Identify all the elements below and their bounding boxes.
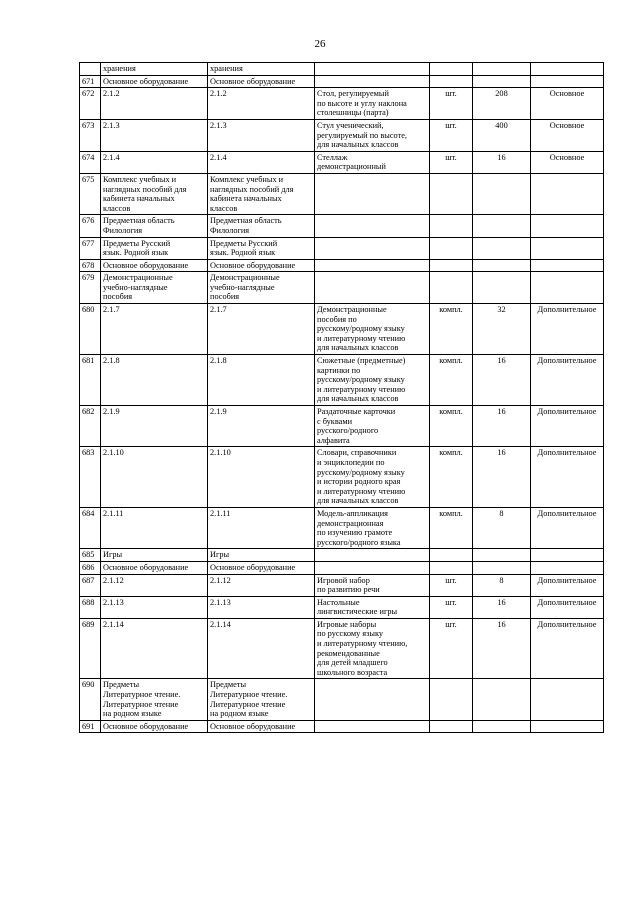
code-cell: 2.1.11: [101, 507, 208, 548]
row-number-cell: 673: [80, 119, 101, 151]
item-name-cell: Игровой набор по развитию речи: [315, 574, 430, 596]
equipment-type-cell: [531, 173, 604, 214]
code-cell-2: 2.1.13: [208, 596, 315, 618]
equipment-type-cell: [531, 720, 604, 733]
quantity-cell: 32: [473, 304, 531, 355]
code-cell: 2.1.2: [101, 88, 208, 120]
table-row: [80, 215, 604, 237]
equipment-type-cell: Дополнительное: [531, 596, 604, 618]
row-number-cell: 691: [80, 720, 101, 733]
equipment-type-cell: [531, 561, 604, 574]
row-number-cell: 687: [80, 574, 101, 596]
unit-cell: компл.: [430, 304, 473, 355]
quantity-cell: 16: [473, 596, 531, 618]
code-cell-2: Основное оборудование: [208, 720, 315, 733]
table-row: [80, 561, 604, 574]
item-name-cell: Модель-аппликация демонстрационная по изучению грамоте русского/родного языка: [315, 507, 430, 548]
equipment-type-cell: [531, 259, 604, 272]
equipment-type-cell: Дополнительное: [531, 304, 604, 355]
quantity-cell: [473, 173, 531, 214]
code-cell-2: 2.1.9: [208, 406, 315, 447]
code-cell-2: Предметы Литературное чтение. Литературное чтение на родном языке: [208, 679, 315, 720]
equipment-type-cell: Дополнительное: [531, 447, 604, 508]
table-row: [80, 574, 604, 596]
unit-cell: [430, 237, 473, 259]
equipment-type-cell: Дополнительное: [531, 507, 604, 548]
code-cell: 2.1.4: [101, 151, 208, 173]
equipment-type-cell: [531, 679, 604, 720]
code-cell-2: Предметы Русский язык. Родной язык: [208, 237, 315, 259]
item-name-cell: [315, 259, 430, 272]
equipment-type-cell: Дополнительное: [531, 618, 604, 679]
row-number-cell: 688: [80, 596, 101, 618]
row-number-cell: 675: [80, 173, 101, 214]
table-row: [80, 549, 604, 562]
quantity-cell: 16: [473, 355, 531, 406]
code-cell: Основное оборудование: [101, 720, 208, 733]
row-number-cell: 685: [80, 549, 101, 562]
equipment-type-cell: Дополнительное: [531, 574, 604, 596]
quantity-cell: [473, 679, 531, 720]
row-number-cell: 681: [80, 355, 101, 406]
quantity-cell: [473, 561, 531, 574]
code-cell-2: 2.1.8: [208, 355, 315, 406]
item-name-cell: [315, 173, 430, 214]
item-name-cell: Стеллаж демонстрационный: [315, 151, 430, 173]
quantity-cell: [473, 272, 531, 304]
row-number-cell: 680: [80, 304, 101, 355]
item-name-cell: [315, 720, 430, 733]
table-row: [80, 304, 604, 355]
item-name-cell: [315, 272, 430, 304]
quantity-cell: 16: [473, 618, 531, 679]
quantity-cell: [473, 259, 531, 272]
table-row: [80, 259, 604, 272]
code-cell: 2.1.12: [101, 574, 208, 596]
unit-cell: шт.: [430, 151, 473, 173]
code-cell: Основное оборудование: [101, 75, 208, 88]
code-cell: Игры: [101, 549, 208, 562]
unit-cell: [430, 75, 473, 88]
code-cell: Предметы Литературное чтение. Литературное чтение на родном языке: [101, 679, 208, 720]
table-row: [80, 447, 604, 508]
code-cell: 2.1.14: [101, 618, 208, 679]
item-name-cell: [315, 75, 430, 88]
equipment-type-cell: [531, 272, 604, 304]
unit-cell: [430, 173, 473, 214]
row-number-cell: 684: [80, 507, 101, 548]
item-name-cell: Стол, регулируемый по высоте и углу наклона столешницы (парта): [315, 88, 430, 120]
table-row: [80, 720, 604, 733]
quantity-cell: 8: [473, 574, 531, 596]
code-cell: Предметная область Филология: [101, 215, 208, 237]
code-cell: Предметы Русский язык. Родной язык: [101, 237, 208, 259]
quantity-cell: 16: [473, 447, 531, 508]
code-cell-2: 2.1.10: [208, 447, 315, 508]
item-name-cell: Раздаточные карточки с буквами русского/родного алфавита: [315, 406, 430, 447]
code-cell: 2.1.8: [101, 355, 208, 406]
item-name-cell: [315, 561, 430, 574]
code-cell-2: 2.1.7: [208, 304, 315, 355]
table-row: [80, 88, 604, 120]
code-cell: 2.1.3: [101, 119, 208, 151]
code-cell: Основное оборудование: [101, 561, 208, 574]
page-number: 26: [314, 38, 326, 50]
row-number-cell: 677: [80, 237, 101, 259]
code-cell: Демонстрационные учебно-наглядные пособия: [101, 272, 208, 304]
code-cell-2: Комплекс учебных и наглядных пособий для кабинета начальных классов: [208, 173, 315, 214]
unit-cell: [430, 63, 473, 76]
row-number-cell: 683: [80, 447, 101, 508]
unit-cell: [430, 259, 473, 272]
quantity-cell: 400: [473, 119, 531, 151]
row-number-cell: 674: [80, 151, 101, 173]
quantity-cell: [473, 549, 531, 562]
unit-cell: [430, 215, 473, 237]
unit-cell: шт.: [430, 574, 473, 596]
equipment-type-cell: [531, 549, 604, 562]
row-number-cell: 690: [80, 679, 101, 720]
unit-cell: компл.: [430, 447, 473, 508]
unit-cell: шт.: [430, 618, 473, 679]
code-cell-2: Основное оборудование: [208, 561, 315, 574]
code-cell-2: 2.1.3: [208, 119, 315, 151]
table-row: [80, 507, 604, 548]
unit-cell: [430, 679, 473, 720]
row-number-cell: 682: [80, 406, 101, 447]
item-name-cell: [315, 549, 430, 562]
equipment-type-cell: Основное: [531, 88, 604, 120]
table-row: [80, 679, 604, 720]
table-row: [80, 119, 604, 151]
item-name-cell: Стул ученический, регулируемый по высоте, для начальных классов: [315, 119, 430, 151]
code-cell-2: 2.1.4: [208, 151, 315, 173]
code-cell-2: Основное оборудование: [208, 259, 315, 272]
equipment-type-cell: [531, 215, 604, 237]
table-row: [80, 618, 604, 679]
quantity-cell: 208: [473, 88, 531, 120]
row-number-cell: [80, 63, 101, 76]
row-number-cell: 689: [80, 618, 101, 679]
unit-cell: шт.: [430, 119, 473, 151]
code-cell: Основное оборудование: [101, 259, 208, 272]
row-number-cell: 676: [80, 215, 101, 237]
item-name-cell: Настольные лингвистические игры: [315, 596, 430, 618]
quantity-cell: [473, 63, 531, 76]
quantity-cell: [473, 720, 531, 733]
table-row: [80, 596, 604, 618]
item-name-cell: Игровые наборы по русскому языку и литературному чтению, рекомендованные для детей младшего школьного возраста: [315, 618, 430, 679]
quantity-cell: [473, 237, 531, 259]
equipment-type-cell: Основное: [531, 119, 604, 151]
quantity-cell: 16: [473, 151, 531, 173]
table-row: [80, 75, 604, 88]
table-row: [80, 355, 604, 406]
unit-cell: [430, 561, 473, 574]
item-name-cell: Словари, справочники и энциклопедии по русскому/родному языку и истории родного края и литературному чтению для начальных классов: [315, 447, 430, 508]
code-cell-2: Основное оборудование: [208, 75, 315, 88]
quantity-cell: 8: [473, 507, 531, 548]
unit-cell: шт.: [430, 88, 473, 120]
code-cell: Комплекс учебных и наглядных пособий для кабинета начальных классов: [101, 173, 208, 214]
item-name-cell: [315, 215, 430, 237]
quantity-cell: [473, 215, 531, 237]
row-number-cell: 686: [80, 561, 101, 574]
code-cell-2: Демонстрационные учебно-наглядные пособия: [208, 272, 315, 304]
equipment-type-cell: [531, 63, 604, 76]
unit-cell: [430, 272, 473, 304]
code-cell: 2.1.10: [101, 447, 208, 508]
unit-cell: шт.: [430, 596, 473, 618]
item-name-cell: [315, 679, 430, 720]
code-cell: 2.1.9: [101, 406, 208, 447]
table-row: [80, 272, 604, 304]
unit-cell: компл.: [430, 355, 473, 406]
code-cell-2: Игры: [208, 549, 315, 562]
quantity-cell: 16: [473, 406, 531, 447]
code-cell: 2.1.13: [101, 596, 208, 618]
row-number-cell: 671: [80, 75, 101, 88]
table-row: [80, 173, 604, 214]
equipment-type-cell: Дополнительное: [531, 406, 604, 447]
table-row: [80, 63, 604, 76]
row-number-cell: 678: [80, 259, 101, 272]
equipment-type-cell: Дополнительное: [531, 355, 604, 406]
equipment-table: [79, 62, 604, 733]
code-cell-2: Предметная область Филология: [208, 215, 315, 237]
table-body: [80, 63, 604, 733]
table-row: [80, 237, 604, 259]
code-cell-2: 2.1.2: [208, 88, 315, 120]
equipment-type-cell: Основное: [531, 151, 604, 173]
item-name-cell: [315, 237, 430, 259]
table-row: [80, 151, 604, 173]
row-number-cell: 672: [80, 88, 101, 120]
code-cell: хранения: [101, 63, 208, 76]
equipment-type-cell: [531, 75, 604, 88]
table-row: [80, 406, 604, 447]
quantity-cell: [473, 75, 531, 88]
code-cell-2: 2.1.14: [208, 618, 315, 679]
row-number-cell: 679: [80, 272, 101, 304]
equipment-type-cell: [531, 237, 604, 259]
item-name-cell: Сюжетные (предметные) картинки по русскому/родному языку и литературному чтению для начальных классов: [315, 355, 430, 406]
code-cell: 2.1.7: [101, 304, 208, 355]
unit-cell: компл.: [430, 406, 473, 447]
unit-cell: [430, 720, 473, 733]
item-name-cell: [315, 63, 430, 76]
item-name-cell: Демонстрационные пособия по русскому/родному языку и литературному чтению для начальных классов: [315, 304, 430, 355]
unit-cell: [430, 549, 473, 562]
unit-cell: компл.: [430, 507, 473, 548]
code-cell-2: хранения: [208, 63, 315, 76]
code-cell-2: 2.1.11: [208, 507, 315, 548]
code-cell-2: 2.1.12: [208, 574, 315, 596]
